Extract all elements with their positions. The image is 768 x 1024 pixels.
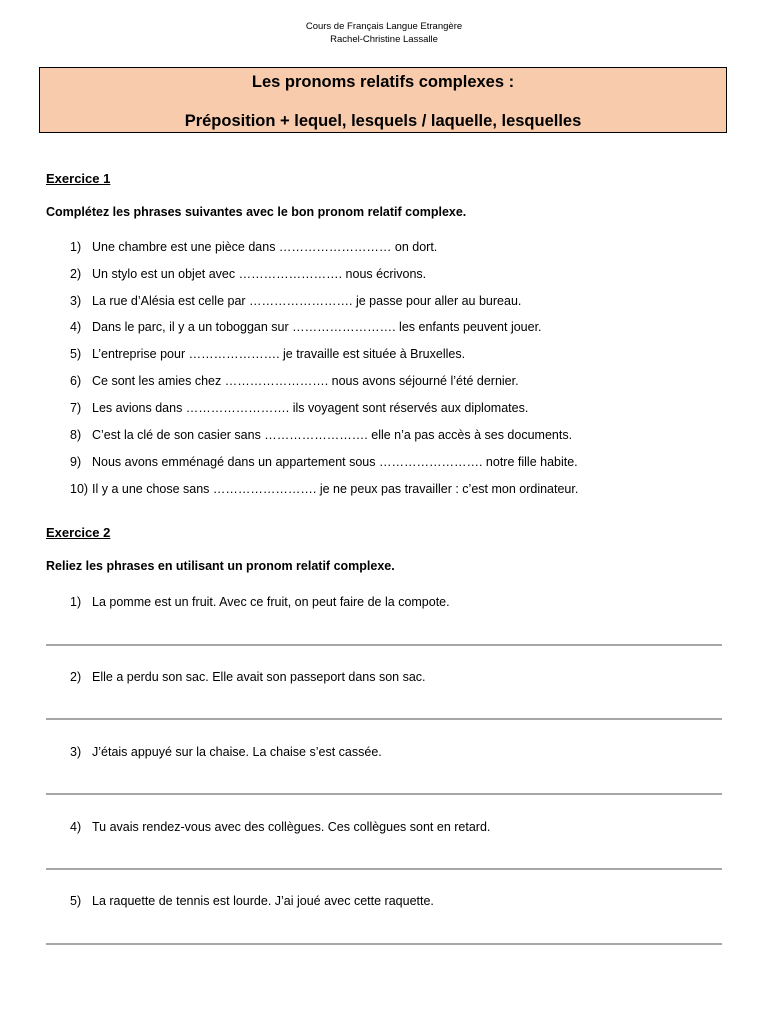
exercise-1-item (70, 267, 426, 281)
exercise-2-title: Exercice 2 (46, 525, 111, 540)
item-text: Nous avons emménagé dans un appartement sous ……………………. notre fille habite. (92, 455, 578, 469)
course-name: Cours de Français Langue Etrangère (305, 21, 463, 32)
item-number: 5) (70, 347, 82, 361)
exercise-2-instruction: Reliez les phrases en utilisant un pronom relatif complexe. (46, 559, 395, 573)
item-text: Une chambre est une pièce dans ……………………… on dort. (92, 240, 438, 254)
item-number: 2) (70, 267, 82, 281)
item-number: 6) (70, 374, 82, 388)
item-text: Tu avais rendez-vous avec des collègues. Ces collègues sont en retard. (92, 820, 491, 834)
exercise-2-item (70, 820, 490, 834)
item-text: La pomme est un fruit. Avec ce fruit, on peut faire de la compote. (92, 595, 450, 609)
item-number: 10) (70, 482, 89, 496)
answer-line (46, 868, 722, 870)
item-number: 9) (70, 455, 82, 469)
item-number: 7) (70, 401, 82, 415)
answer-line (46, 943, 722, 945)
answer-line (46, 644, 722, 646)
title-box (39, 67, 727, 133)
item-number: 3) (70, 745, 82, 759)
answer-line (46, 793, 722, 795)
exercise-2-item (70, 670, 426, 684)
exercise-1-item (70, 294, 521, 308)
item-text: Ce sont les amies chez ……………………. nous avons séjourné l’été dernier. (92, 374, 519, 388)
exercise-2-item (70, 595, 450, 609)
item-number: 4) (70, 320, 82, 334)
item-number: 1) (70, 240, 82, 254)
author-name: Rachel-Christine Lassalle (330, 34, 438, 45)
title-line-2: Préposition + lequel, lesquels / laquelle, lesquelles (184, 112, 582, 130)
exercise-1-item (70, 482, 578, 496)
answer-line (46, 718, 722, 720)
item-text: Il y a une chose sans ……………………. je ne peux pas travailler : c’est mon ordinateur. (92, 482, 579, 496)
item-number: 3) (70, 294, 82, 308)
item-text: L’entreprise pour …………………. je travaille est située à Bruxelles. (92, 347, 466, 361)
item-text: Dans le parc, il y a un toboggan sur ……………………. les enfants peuvent jouer. (92, 320, 542, 334)
item-number: 2) (70, 670, 82, 684)
item-number: 8) (70, 428, 82, 442)
item-text: C’est la clé de son casier sans ……………………. elle n’a pas accès à ses documents. (92, 428, 573, 442)
item-number: 5) (70, 894, 82, 908)
exercise-1-item (70, 428, 572, 442)
exercise-1-instruction: Complétez les phrases suivantes avec le bon pronom relatif complexe. (46, 205, 467, 219)
item-text: J’étais appuyé sur la chaise. La chaise s’est cassée. (92, 745, 382, 759)
exercise-2-item (70, 745, 382, 759)
item-text: La rue d’Alésia est celle par ……………………. je passe pour aller au bureau. (92, 294, 522, 308)
item-number: 4) (70, 820, 82, 834)
exercise-1-item (70, 320, 542, 334)
title-line-1: Les pronoms relatifs complexes : (251, 73, 515, 91)
item-text: La raquette de tennis est lourde. J’ai joué avec cette raquette. (92, 894, 434, 908)
exercise-1-item (70, 240, 437, 254)
exercise-1-item (70, 374, 519, 388)
exercise-1-item (70, 401, 528, 415)
item-number: 1) (70, 595, 82, 609)
document-header (0, 20, 768, 46)
item-text: Les avions dans ……………………. ils voyagent sont réservés aux diplomates. (92, 401, 529, 415)
exercise-1-item (70, 347, 465, 361)
item-text: Un stylo est un objet avec ……………………. nous écrivons. (92, 267, 427, 281)
exercise-2-item (70, 894, 434, 908)
exercise-1-item (70, 455, 578, 469)
exercise-1-title: Exercice 1 (46, 171, 111, 186)
item-text: Elle a perdu son sac. Elle avait son passeport dans son sac. (92, 670, 426, 684)
